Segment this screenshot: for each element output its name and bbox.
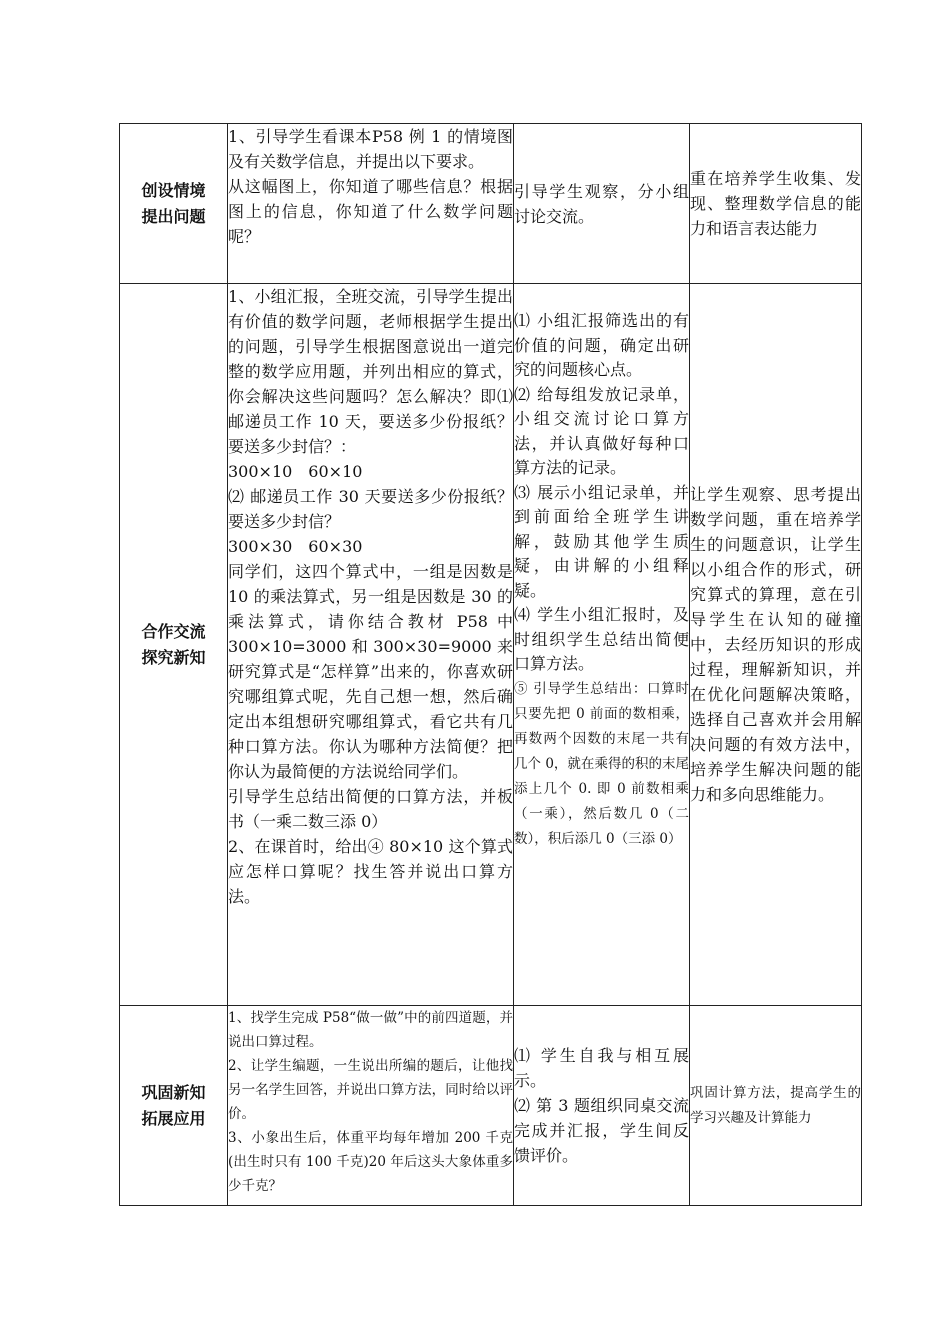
- student-activity-cell: ⑴ 小组汇报筛选出的有价值的问题，确定出研究的问题核心点。 ⑵ 给每组发放记录单，小组交流讨论口算方法，并认真做好每种口算方法的记录。 ⑶ 展示小组记录单，并到前面给全班学生讲解，鼓励其他学生质疑，由讲解的小组释疑。 ⑷ 学生小组汇报时，及时组织学生总结出简便口算方法。 ⑤ 引导学生总结出：口算时只要先把 0 前面的数相乘，再数两个因数的末尾一共有几个 0，就在乘得的积的末尾添上几个 0. 即 0 前数相乘（一乘），然后数几 0（二数），积后添几 0（三添 0）: [514, 284, 690, 1006]
- student-activity-cell: 引导学生观察，分小组讨论交流。: [514, 124, 690, 284]
- table-row: [120, 284, 862, 1006]
- design-intent-cell: 重在培养学生收集、发现、整理数学信息的能力和语言表达能力: [690, 124, 862, 284]
- stage-cell: 创设情境 提出问题: [120, 124, 228, 284]
- stage-cell: 合作交流 探究新知: [120, 284, 228, 1006]
- teacher-activity-cell: 1、找学生完成 P58“做一做”中的前四道题，并说出口算过程。 2、让学生编题，一生说出所编的题后，让他找另一名学生回答，并说出口算方法，同时给以评价。 3、小象出生后，体重平均每年增加 200 千克(出生时只有 100 千克)20 年后这头大象体重多少千克？: [228, 1006, 514, 1206]
- design-intent-cell: 巩固计算方法，提高学生的学习兴趣及计算能力: [690, 1006, 862, 1206]
- lesson-plan-table: [119, 123, 862, 1206]
- table-row: [120, 124, 862, 284]
- teacher-activity-cell: 1、引导学生看课本P58 例 1 的情境图及有关数学信息，并提出以下要求。 从这幅图上，你知道了哪些信息？根据图上的信息，你知道了什么数学问题呢？: [228, 124, 514, 284]
- student-activity-cell: ⑴ 学生自我与相互展示。 ⑵ 第 3 题组织同桌交流完成并汇报，学生间反馈评价。: [514, 1006, 690, 1206]
- table-row: [120, 1006, 862, 1206]
- design-intent-cell: 让学生观察、思考提出数学问题，重在培养学生的问题意识，让学生以小组合作的形式，研究算式的算理，意在引导学生在认知的碰撞中，去经历知识的形成过程，理解新知识，并在优化问题解决策略，选择自己喜欢并会用解决问题的有效方法中，培养学生解决问题的能力和多向思维能力。: [690, 284, 862, 1006]
- stage-cell: 巩固新知 拓展应用: [120, 1006, 228, 1206]
- teacher-activity-cell: 1、小组汇报，全班交流，引导学生提出有价值的数学问题，老师根据学生提出的问题，引导学生根据图意说出一道完整的数学应用题，并列出相应的算式，你会解决这些问题吗？怎么解决？即⑴邮递员工作 10 天，要送多少份报纸？ 要送多少封信？： 300×10 60×10 ⑵ 邮递员工作 30 天要送多少份报纸？要送多少封信？ 300×30 60×30 同学们，这四个算式中，一组是因数是 10 的乘法算式，另一组是因数是 30 的乘法算式，请你结合教材 P58 中 300×10=3000 和 300×30=9000 来研究算式是“怎样算”出来的，你喜欢研究哪组算式呢，先自己想一想，然后确定出本组想研究哪组算式，看它共有几种口算方法。你认为哪种方法简便？把你认为最简便的方法说给同学们。 引导学生总结出简便的口算方法，并板书（一乘二数三添 0） 2、在课首时，给出④ 80×10 这个算式应怎样口算呢？找生答并说出口算方法。: [228, 284, 514, 1006]
